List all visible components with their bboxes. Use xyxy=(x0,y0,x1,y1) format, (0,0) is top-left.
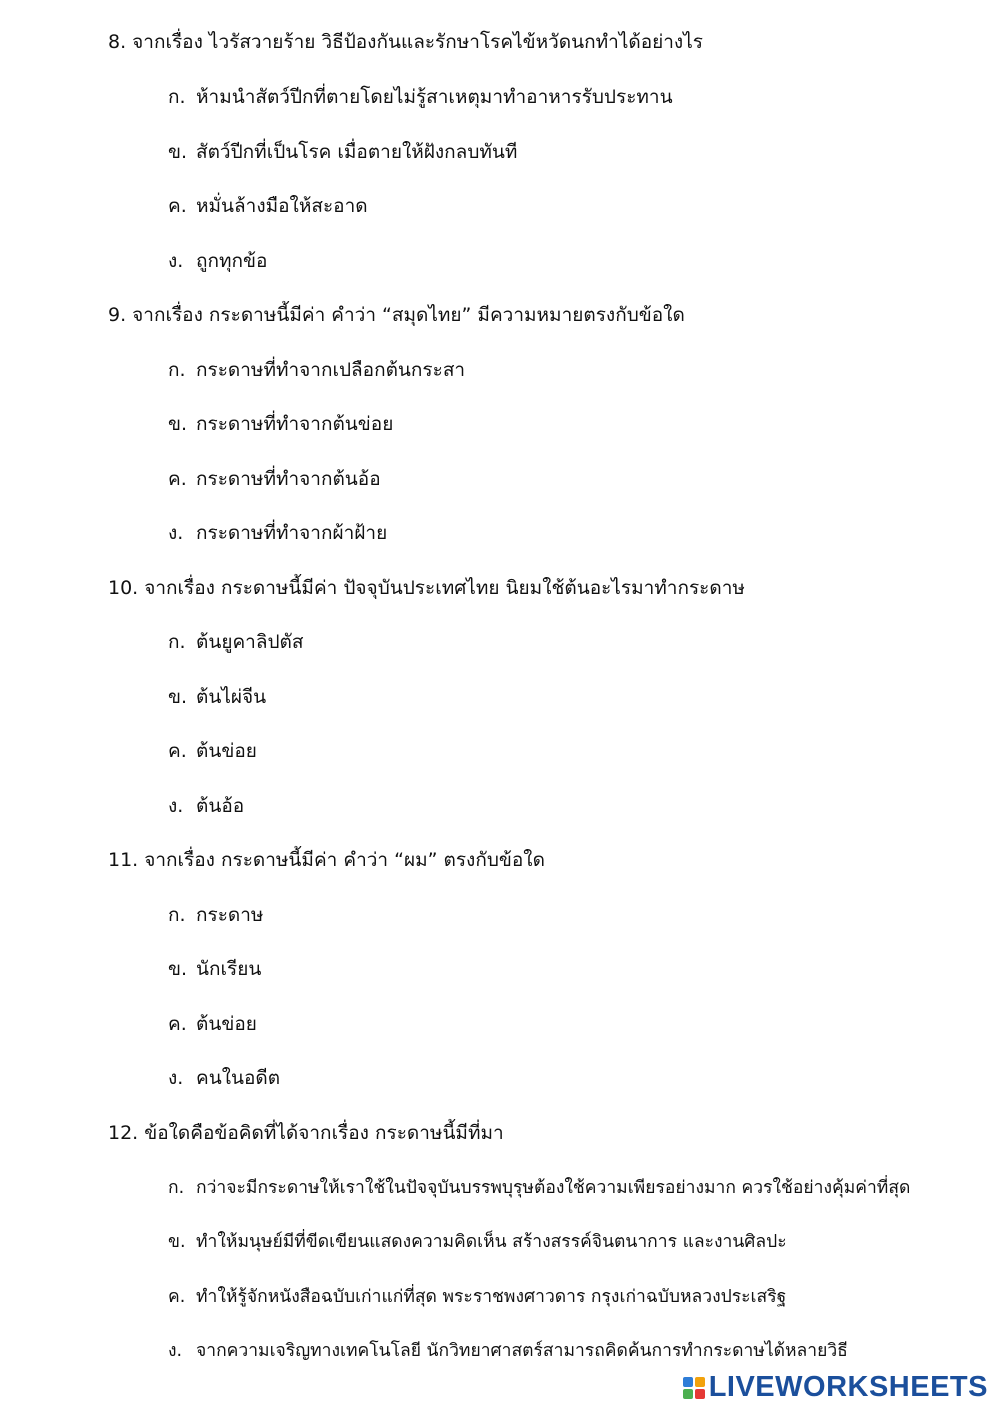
question-10-option-b[interactable]: ข. ต้นไผ่จีน xyxy=(168,686,267,708)
logo-square-red xyxy=(695,1389,705,1399)
question-8-option-d[interactable]: ง. ถูกทุกข้อ xyxy=(168,250,268,272)
liveworksheets-logo-icon xyxy=(683,1377,705,1399)
question-8-prompt: 8. จากเรื่อง ไวรัสวายร้าย วิธีป้องกันและรักษาโรคไข้หวัดนกทำได้อย่างไร xyxy=(108,31,703,53)
question-11-option-d[interactable]: ง. คนในอดีต xyxy=(168,1067,281,1089)
question-10-option-a[interactable]: ก. ต้นยูคาลิปตัส xyxy=(168,631,304,653)
question-9-prompt: 9. จากเรื่อง กระดาษนี้มีค่า คำว่า “สมุดไทย” มีความหมายตรงกับข้อใด xyxy=(108,304,685,326)
question-9-option-b[interactable]: ข. กระดาษที่ทำจากต้นข่อย xyxy=(168,413,394,435)
question-8-option-b[interactable]: ข. สัตว์ปีกที่เป็นโรค เมื่อตายให้ฝังกลบทันที xyxy=(168,141,518,163)
question-8-option-c[interactable]: ค. หมั่นล้างมือให้สะอาด xyxy=(168,195,368,217)
question-9-option-a[interactable]: ก. กระดาษที่ทำจากเปลือกต้นกระสา xyxy=(168,359,466,381)
logo-square-green xyxy=(683,1389,693,1399)
question-12-option-c[interactable]: ค. ทำให้รู้จักหนังสือฉบับเก่าแก่ที่สุด พระราชพงศาวดาร กรุงเก่าฉบับหลวงประเสริฐ xyxy=(168,1287,787,1307)
logo-square-orange xyxy=(695,1377,705,1387)
question-12-option-a[interactable]: ก. กว่าจะมีกระดาษให้เราใช้ในปัจจุบันบรรพบุรุษต้องใช้ความเพียรอย่างมาก ควรใช้อย่างคุ้มค่าที่สุด xyxy=(168,1178,911,1198)
question-8-option-a[interactable]: ก. ห้ามนำสัตว์ปีกที่ตายโดยไม่รู้สาเหตุมาทำอาหารรับประทาน xyxy=(168,86,673,108)
logo-square-blue xyxy=(683,1377,693,1387)
question-12-option-b[interactable]: ข. ทำให้มนุษย์มีที่ขีดเขียนแสดงความคิดเห็น สร้างสรรค์จินตนาการ และงานศิลปะ xyxy=(168,1232,787,1252)
question-10-option-d[interactable]: ง. ต้นอ้อ xyxy=(168,795,245,817)
question-9-option-c[interactable]: ค. กระดาษที่ทำจากต้นอ้อ xyxy=(168,468,381,490)
question-11-option-a[interactable]: ก. กระดาษ xyxy=(168,904,264,926)
question-11-option-b[interactable]: ข. นักเรียน xyxy=(168,958,262,980)
question-12-prompt: 12. ข้อใดคือข้อคิดที่ได้จากเรื่อง กระดาษนี้มีที่มา xyxy=(108,1122,504,1144)
brand-name: LIVEWORKSHEETS xyxy=(708,1371,988,1403)
question-9-option-d[interactable]: ง. กระดาษที่ทำจากผ้าฝ้าย xyxy=(168,522,388,544)
liveworksheets-brand xyxy=(683,1371,988,1404)
question-10-option-c[interactable]: ค. ต้นข่อย xyxy=(168,740,257,762)
question-11-option-c[interactable]: ค. ต้นข่อย xyxy=(168,1013,257,1035)
question-12-option-d[interactable]: ง. จากความเจริญทางเทคโนโลยี นักวิทยาศาสตร์สามารถคิดค้นการทำกระดาษได้หลายวิธี xyxy=(168,1341,848,1361)
question-11-prompt: 11. จากเรื่อง กระดาษนี้มีค่า คำว่า “ผม” ตรงกับข้อใด xyxy=(108,849,545,871)
question-10-prompt: 10. จากเรื่อง กระดาษนี้มีค่า ปัจจุบันประเทศไทย นิยมใช้ต้นอะไรมาทำกระดาษ xyxy=(108,577,745,599)
